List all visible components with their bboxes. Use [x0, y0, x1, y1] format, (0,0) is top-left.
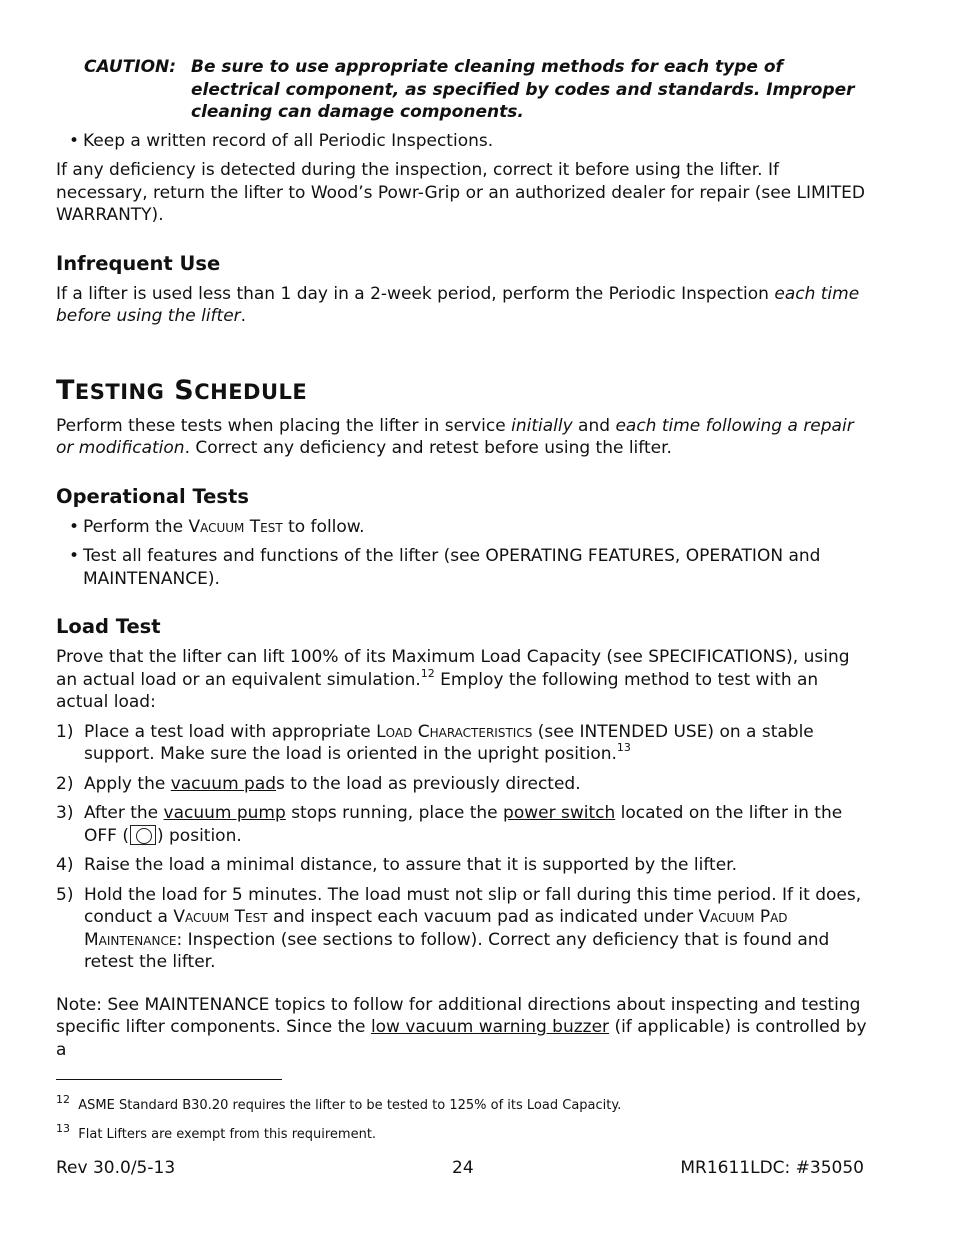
load-step-2: 2) Apply the vacuum pads to the load as previously directed. — [56, 773, 581, 794]
footnote-13: $^{13}$ Flat Lifters are exempt from this requirement. — [56, 1122, 377, 1142]
operational-bullet-2: • Test all features and functions of the lifter (see OPERATING FEATURES, OPERATION and MAINTENANCE). — [69, 546, 821, 589]
revision-label: Rev 30.0/5-13 — [56, 1158, 176, 1178]
footnote-divider — [56, 1079, 282, 1080]
page-content — [56, 56, 868, 1068]
power-switch-link: power switch — [503, 803, 616, 823]
infrequent-use-paragraph: If a lifter is used less than 1 day in a 2-week period, perform the Periodic Inspection each time before using the lifter. — [56, 283, 860, 326]
load-step-1: 1) Place a test load with appropriate Load Characteristics (see INTENDED USE) on a stable support. Make sure the load is oriented in the upright position.$^{13}$ — [56, 721, 814, 764]
operational-tests-heading: Operational Tests — [56, 484, 249, 508]
vacuum-pad-link: vacuum pad — [170, 773, 277, 794]
footnote-ref-13: 13 — [616, 741, 631, 754]
document-number: MR1611LDC: #35050 — [680, 1158, 864, 1178]
load-step-3: 3) After the vacuum pump stops running, place the power switch located on the lifter in the OFF ( ) position. — [56, 803, 843, 846]
page-number: 24 — [452, 1158, 474, 1178]
operational-bullet-1: • Perform the Vacuum Test to follow. — [69, 516, 365, 537]
load-step-4: 4) Raise the load a minimal distance, to assure that it is supported by the lifter. — [56, 855, 738, 875]
load-test-heading: Load Test — [56, 615, 161, 638]
testing-intro-paragraph: Perform these tests when placing the lifter in service initially and each time following a repair or modification. Correct any deficiency and retest before using the lifter. — [56, 415, 854, 458]
caution-label: CAUTION: — [84, 57, 177, 77]
footnote-ref-12: 12 — [420, 666, 435, 680]
low-vacuum-buzzer-link: low vacuum warning buzzer — [370, 1017, 610, 1037]
load-test-intro: Prove that the lifter can lift 100% of its Maximum Load Capacity (see SPECIFICATIONS), using an actual load or an equivalent simulation.$^{12}$ Employ the following method to test with an actual load: — [56, 647, 850, 712]
deficiency-paragraph: If any deficiency is detected during the inspection, correct it before using the lifter. If necessary, return the lifter to Wood’s Powr-Grip or an authorized dealer for repair (see LIMITED WARRANTY). — [56, 160, 865, 225]
caution-text: Be sure to use appropriate cleaning methods for each type of electrical component, as specified by codes and standards. Improper cleaning can damage components. — [191, 57, 855, 122]
caution-notice — [84, 56, 868, 124]
record-bullet: • Keep a written record of all Periodic Inspections. — [69, 130, 494, 151]
testing-schedule-heading: TESTING SCHEDULE — [56, 374, 308, 406]
footnote-12: $^{12}$ ASME Standard B30.20 requires the lifter to be tested to 125% of its Load Capacity. — [56, 1093, 622, 1113]
vacuum-pump-link: vacuum pump — [163, 803, 286, 823]
infrequent-use-heading: Infrequent Use — [56, 251, 221, 275]
maintenance-note: Note: See MAINTENANCE topics to follow for additional directions about inspecting and testing specific lifter components. Since the low vacuum warning buzzer (if applicable) is controlled by a — [56, 994, 867, 1060]
power-off-symbol-icon — [130, 825, 156, 845]
load-step-5: 5) Hold the load for 5 minutes. The load must not slip or fall during this time period. If it does, conduct a Vacuum Test and inspect each vacuum pad as indicated under Vacuum Pad Maintenance: Inspection (see sections to follow). Correct any deficiency that is found and retest the lifter. — [56, 884, 862, 972]
